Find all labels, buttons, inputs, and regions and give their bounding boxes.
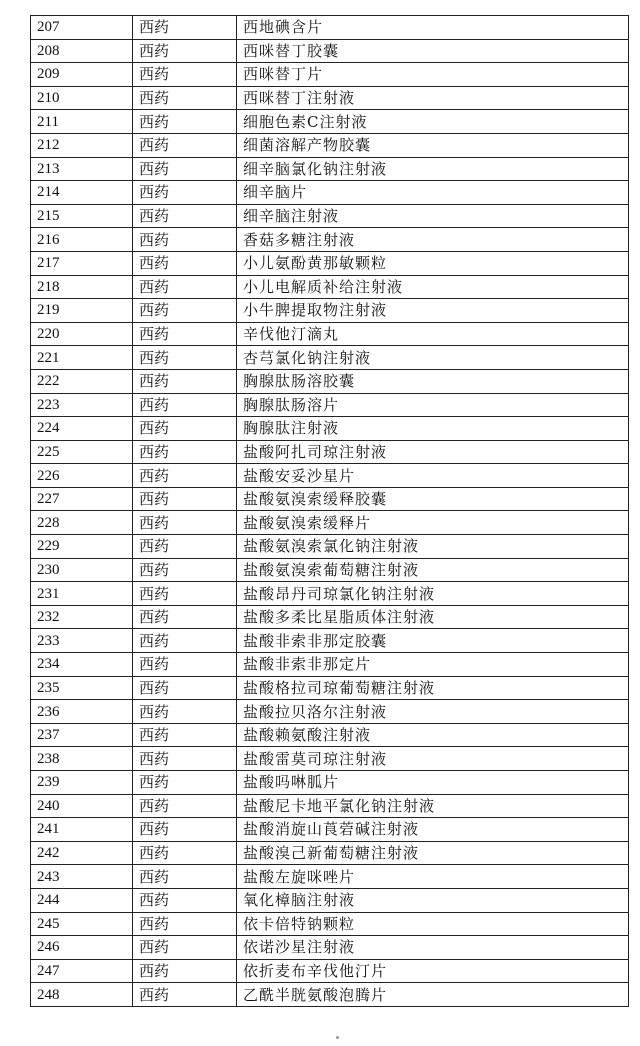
row-number-cell: 213 bbox=[31, 157, 133, 181]
table-row bbox=[31, 369, 629, 393]
table-row bbox=[31, 841, 629, 865]
row-number-cell: 239 bbox=[31, 771, 133, 795]
row-number-cell: 241 bbox=[31, 818, 133, 842]
category-cell: 西药 bbox=[133, 39, 237, 63]
row-number-cell: 223 bbox=[31, 393, 133, 417]
table-row bbox=[31, 299, 629, 323]
drug-name-cell: 盐酸氨溴索葡萄糖注射液 bbox=[237, 558, 629, 582]
row-number-cell: 229 bbox=[31, 535, 133, 559]
table-row bbox=[31, 676, 629, 700]
table-row bbox=[31, 157, 629, 181]
row-number-cell: 231 bbox=[31, 582, 133, 606]
row-number-cell: 242 bbox=[31, 841, 133, 865]
drug-name-cell: 乙酰半胱氨酸泡腾片 bbox=[237, 983, 629, 1007]
table-row bbox=[31, 558, 629, 582]
category-cell: 西药 bbox=[133, 605, 237, 629]
category-cell: 西药 bbox=[133, 818, 237, 842]
drug-name-cell: 氧化樟脑注射液 bbox=[237, 888, 629, 912]
row-number-cell: 237 bbox=[31, 723, 133, 747]
drug-name-cell: 细辛脑氯化钠注射液 bbox=[237, 157, 629, 181]
row-number-cell: 225 bbox=[31, 440, 133, 464]
table-row bbox=[31, 983, 629, 1007]
row-number-cell: 219 bbox=[31, 299, 133, 323]
drug-name-cell: 香菇多糖注射液 bbox=[237, 228, 629, 252]
category-cell: 西药 bbox=[133, 582, 237, 606]
drug-name-cell: 胸腺肽注射液 bbox=[237, 417, 629, 441]
row-number-cell: 212 bbox=[31, 133, 133, 157]
category-cell: 西药 bbox=[133, 181, 237, 205]
row-number-cell: 207 bbox=[31, 16, 133, 40]
row-number-cell: 230 bbox=[31, 558, 133, 582]
category-cell: 西药 bbox=[133, 535, 237, 559]
category-cell: 西药 bbox=[133, 653, 237, 677]
table-row bbox=[31, 275, 629, 299]
row-number-cell: 218 bbox=[31, 275, 133, 299]
drug-name-cell: 盐酸阿扎司琼注射液 bbox=[237, 440, 629, 464]
category-cell: 西药 bbox=[133, 417, 237, 441]
category-cell: 西药 bbox=[133, 464, 237, 488]
category-cell: 西药 bbox=[133, 393, 237, 417]
table-row bbox=[31, 228, 629, 252]
category-cell: 西药 bbox=[133, 133, 237, 157]
category-cell: 西药 bbox=[133, 251, 237, 275]
category-cell: 西药 bbox=[133, 959, 237, 983]
drug-name-cell: 小儿氨酚黄那敏颗粒 bbox=[237, 251, 629, 275]
drug-name-cell: 胸腺肽肠溶片 bbox=[237, 393, 629, 417]
category-cell: 西药 bbox=[133, 204, 237, 228]
drug-name-cell: 盐酸溴己新葡萄糖注射液 bbox=[237, 841, 629, 865]
table-row bbox=[31, 440, 629, 464]
table-row bbox=[31, 723, 629, 747]
drug-name-cell: 盐酸吗啉胍片 bbox=[237, 771, 629, 795]
category-cell: 西药 bbox=[133, 86, 237, 110]
drug-name-cell: 盐酸氨溴索氯化钠注射液 bbox=[237, 535, 629, 559]
row-number-cell: 232 bbox=[31, 605, 133, 629]
row-number-cell: 214 bbox=[31, 181, 133, 205]
table-row bbox=[31, 653, 629, 677]
category-cell: 西药 bbox=[133, 511, 237, 535]
row-number-cell: 209 bbox=[31, 63, 133, 87]
row-number-cell: 247 bbox=[31, 959, 133, 983]
table-row bbox=[31, 605, 629, 629]
category-cell: 西药 bbox=[133, 841, 237, 865]
drug-name-cell: 小牛脾提取物注射液 bbox=[237, 299, 629, 323]
drug-name-cell: 盐酸氨溴索缓释胶囊 bbox=[237, 487, 629, 511]
category-cell: 西药 bbox=[133, 346, 237, 370]
table-row bbox=[31, 511, 629, 535]
table-row bbox=[31, 936, 629, 960]
category-cell: 西药 bbox=[133, 157, 237, 181]
table-row bbox=[31, 110, 629, 134]
category-cell: 西药 bbox=[133, 723, 237, 747]
category-cell: 西药 bbox=[133, 228, 237, 252]
drug-name-cell: 细辛脑片 bbox=[237, 181, 629, 205]
row-number-cell: 211 bbox=[31, 110, 133, 134]
drug-name-cell: 细胞色素C注射液 bbox=[237, 110, 629, 134]
category-cell: 西药 bbox=[133, 110, 237, 134]
row-number-cell: 245 bbox=[31, 912, 133, 936]
category-cell: 西药 bbox=[133, 440, 237, 464]
table-row bbox=[31, 865, 629, 889]
drug-name-cell: 盐酸消旋山莨菪碱注射液 bbox=[237, 818, 629, 842]
table-row bbox=[31, 888, 629, 912]
table-row bbox=[31, 959, 629, 983]
table-row bbox=[31, 582, 629, 606]
drug-name-cell: 盐酸赖氨酸注射液 bbox=[237, 723, 629, 747]
category-cell: 西药 bbox=[133, 865, 237, 889]
drug-name-cell: 西地碘含片 bbox=[237, 16, 629, 40]
table-row bbox=[31, 464, 629, 488]
table-row bbox=[31, 747, 629, 771]
row-number-cell: 246 bbox=[31, 936, 133, 960]
category-cell: 西药 bbox=[133, 936, 237, 960]
row-number-cell: 234 bbox=[31, 653, 133, 677]
row-number-cell: 215 bbox=[31, 204, 133, 228]
table-row bbox=[31, 346, 629, 370]
row-number-cell: 235 bbox=[31, 676, 133, 700]
category-cell: 西药 bbox=[133, 983, 237, 1007]
table-row bbox=[31, 393, 629, 417]
table-row bbox=[31, 818, 629, 842]
category-cell: 西药 bbox=[133, 275, 237, 299]
category-cell: 西药 bbox=[133, 322, 237, 346]
row-number-cell: 238 bbox=[31, 747, 133, 771]
table-row bbox=[31, 16, 629, 40]
table-row bbox=[31, 487, 629, 511]
row-number-cell: 228 bbox=[31, 511, 133, 535]
page-dot-mark bbox=[336, 1036, 339, 1039]
table-row bbox=[31, 912, 629, 936]
drug-name-cell: 盐酸左旋咪唑片 bbox=[237, 865, 629, 889]
drug-name-cell: 依折麦布辛伐他汀片 bbox=[237, 959, 629, 983]
table-row bbox=[31, 700, 629, 724]
drug-list-table bbox=[30, 15, 629, 1007]
category-cell: 西药 bbox=[133, 747, 237, 771]
drug-name-cell: 盐酸雷莫司琼注射液 bbox=[237, 747, 629, 771]
row-number-cell: 240 bbox=[31, 794, 133, 818]
category-cell: 西药 bbox=[133, 629, 237, 653]
drug-name-cell: 细菌溶解产物胶囊 bbox=[237, 133, 629, 157]
table-row bbox=[31, 417, 629, 441]
row-number-cell: 220 bbox=[31, 322, 133, 346]
row-number-cell: 210 bbox=[31, 86, 133, 110]
table-row bbox=[31, 133, 629, 157]
drug-name-cell: 盐酸格拉司琼葡萄糖注射液 bbox=[237, 676, 629, 700]
row-number-cell: 233 bbox=[31, 629, 133, 653]
drug-name-cell: 盐酸多柔比星脂质体注射液 bbox=[237, 605, 629, 629]
row-number-cell: 224 bbox=[31, 417, 133, 441]
category-cell: 西药 bbox=[133, 16, 237, 40]
table-row bbox=[31, 794, 629, 818]
drug-name-cell: 盐酸氨溴索缓释片 bbox=[237, 511, 629, 535]
drug-list-body bbox=[31, 16, 629, 1007]
drug-name-cell: 盐酸非索非那定胶囊 bbox=[237, 629, 629, 653]
drug-name-cell: 杏芎氯化钠注射液 bbox=[237, 346, 629, 370]
row-number-cell: 217 bbox=[31, 251, 133, 275]
table-row bbox=[31, 86, 629, 110]
row-number-cell: 227 bbox=[31, 487, 133, 511]
drug-name-cell: 细辛脑注射液 bbox=[237, 204, 629, 228]
category-cell: 西药 bbox=[133, 63, 237, 87]
row-number-cell: 243 bbox=[31, 865, 133, 889]
category-cell: 西药 bbox=[133, 888, 237, 912]
table-row bbox=[31, 535, 629, 559]
category-cell: 西药 bbox=[133, 487, 237, 511]
category-cell: 西药 bbox=[133, 794, 237, 818]
drug-name-cell: 西咪替丁胶囊 bbox=[237, 39, 629, 63]
drug-name-cell: 盐酸尼卡地平氯化钠注射液 bbox=[237, 794, 629, 818]
row-number-cell: 244 bbox=[31, 888, 133, 912]
table-row bbox=[31, 251, 629, 275]
drug-name-cell: 依卡倍特钠颗粒 bbox=[237, 912, 629, 936]
table-row bbox=[31, 181, 629, 205]
category-cell: 西药 bbox=[133, 912, 237, 936]
drug-name-cell: 盐酸安妥沙星片 bbox=[237, 464, 629, 488]
drug-name-cell: 辛伐他汀滴丸 bbox=[237, 322, 629, 346]
drug-name-cell: 小儿电解质补给注射液 bbox=[237, 275, 629, 299]
table-row bbox=[31, 322, 629, 346]
table-row bbox=[31, 63, 629, 87]
row-number-cell: 222 bbox=[31, 369, 133, 393]
category-cell: 西药 bbox=[133, 558, 237, 582]
category-cell: 西药 bbox=[133, 771, 237, 795]
row-number-cell: 208 bbox=[31, 39, 133, 63]
table-row bbox=[31, 204, 629, 228]
category-cell: 西药 bbox=[133, 700, 237, 724]
table-row bbox=[31, 629, 629, 653]
category-cell: 西药 bbox=[133, 676, 237, 700]
row-number-cell: 221 bbox=[31, 346, 133, 370]
category-cell: 西药 bbox=[133, 299, 237, 323]
category-cell: 西药 bbox=[133, 369, 237, 393]
drug-name-cell: 盐酸非索非那定片 bbox=[237, 653, 629, 677]
row-number-cell: 236 bbox=[31, 700, 133, 724]
table-row bbox=[31, 39, 629, 63]
drug-name-cell: 盐酸昂丹司琼氯化钠注射液 bbox=[237, 582, 629, 606]
drug-name-cell: 西咪替丁注射液 bbox=[237, 86, 629, 110]
drug-name-cell: 西咪替丁片 bbox=[237, 63, 629, 87]
drug-name-cell: 盐酸拉贝洛尔注射液 bbox=[237, 700, 629, 724]
row-number-cell: 216 bbox=[31, 228, 133, 252]
drug-name-cell: 依诺沙星注射液 bbox=[237, 936, 629, 960]
table-row bbox=[31, 771, 629, 795]
row-number-cell: 248 bbox=[31, 983, 133, 1007]
drug-name-cell: 胸腺肽肠溶胶囊 bbox=[237, 369, 629, 393]
row-number-cell: 226 bbox=[31, 464, 133, 488]
